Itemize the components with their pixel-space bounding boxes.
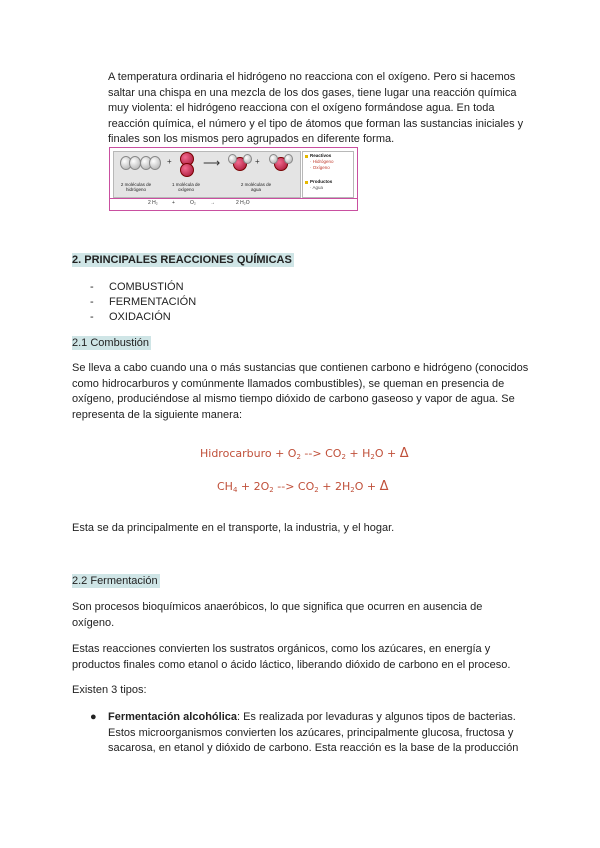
eq-part: --> CO <box>300 447 342 460</box>
formula-h2: 2 H₂ <box>148 200 158 206</box>
list-item <box>90 710 540 757</box>
formula-plus: + <box>172 200 175 206</box>
eq-subscript: 2 <box>350 486 355 494</box>
eq-part: O + <box>374 447 400 460</box>
list-item-label: COMBUSTIÓN <box>109 281 184 293</box>
caption-oxygen: 1 molécula de oxígeno <box>171 182 201 192</box>
plus-sign: + <box>255 157 260 166</box>
fermentation-type-text: : Es realizada por levaduras y algunos tipos de bacterias. Estos microorganismos convierten los azúcares, principalmente glucosa, fructosa y sacarosa, en etanol y dióxido de carbono. Esta reacción es la base de la producción <box>108 711 519 754</box>
dash-marker: - <box>90 281 94 293</box>
formula-h2o: 2 H₂O <box>236 200 250 206</box>
legend-product-water: · Agua <box>310 185 324 190</box>
fermentation-type-title: Fermentación alcohólica <box>108 711 237 723</box>
delta-symbol: Δ <box>379 479 389 494</box>
eq-subscript: 2 <box>269 486 274 494</box>
hydrogen-oxygen-reaction-figure <box>109 147 358 211</box>
dash-marker: - <box>90 311 94 323</box>
hydrogen-atom <box>243 154 252 164</box>
types-intro: Existen 3 tipos: <box>72 684 147 696</box>
eq-part: --> CO <box>273 480 315 493</box>
legend-marker-icon <box>305 155 308 158</box>
combustion-equation-methane <box>217 479 388 494</box>
hydrogen-atom <box>149 156 161 170</box>
intro-paragraph: A temperatura ordinaria el hidrógeno no reacciona con el oxígeno. Pero si hacemos saltar una chispa en una mezcla de los dos gases, tiene lugar una reacción química muy violenta: el hidrógeno reacciona con el oxígeno formándose agua. En toda reacción química, el número y el tipo de átomos que forman las sustancias iniciales y finales son los mismos pero agrupados en diferente forma. <box>108 71 524 145</box>
eq-part: Hidrocarburo + O <box>200 447 297 460</box>
delta-symbol: Δ <box>399 446 409 461</box>
legend-reactants-title: Reactivos <box>310 153 332 158</box>
eq-subscript: 2 <box>296 453 301 461</box>
fermentation-types-list <box>90 710 540 757</box>
eq-subscript: 2 <box>370 453 375 461</box>
hydrogen-atom <box>269 154 278 164</box>
caption-water: 2 moléculas de agua <box>240 182 272 192</box>
oxygen-atom <box>180 163 194 177</box>
eq-subscript: 2 <box>341 453 346 461</box>
fermentation-paragraph: Estas reacciones convierten los sustratos orgánicos, como los azúcares, en energía y productos finales como etanol o ácido láctico, liberando dióxido de carbono en el proceso. <box>72 643 511 671</box>
dash-marker: - <box>90 296 94 308</box>
eq-part: + 2O <box>237 480 270 493</box>
eq-part: O + <box>354 480 380 493</box>
formula-o2: O₂ <box>190 200 196 206</box>
combustion-uses-paragraph: Esta se da principalmente en el transporte, la industria, y el hogar. <box>72 522 395 534</box>
eq-part: CH <box>217 480 233 493</box>
caption-hydrogen: 2 moléculas de hidrógeno <box>120 182 152 192</box>
subsection-heading-fermentation: 2.2 Fermentación <box>72 575 158 587</box>
legend-reactant-hydrogen: · Hidrógeno <box>310 159 334 164</box>
legend-marker-icon <box>305 181 308 184</box>
eq-part: + 2H <box>318 480 351 493</box>
eq-subscript: 4 <box>232 486 238 494</box>
plus-sign: + <box>167 157 172 166</box>
legend-reactant-oxygen: · Oxígeno <box>310 165 330 170</box>
reaction-formula-row <box>110 198 357 210</box>
list-item-label: OXIDACIÓN <box>109 311 171 323</box>
reaction-arrow-icon: ⟶ <box>203 156 221 170</box>
section-heading-reactions: 2. PRINCIPALES REACCIONES QUÍMICAS <box>72 254 292 266</box>
subsection-heading-combustion: 2.1 Combustión <box>72 337 150 349</box>
eq-subscript: 2 <box>314 486 319 494</box>
legend-products-title: Productos <box>310 179 333 184</box>
combustion-paragraph: Se lleva a cabo cuando una o más sustancias que contienen carbono e hidrógeno (conocidos como hidrocarburos y comúnmente llamados combustibles), se queman en presencia de oxígeno, produciéndose al mismo tiempo dióxido de carbono gaseoso y vapor de agua. Se representa de la siguiente manera: <box>72 362 529 421</box>
combustion-equation-general <box>200 446 409 461</box>
hydrogen-atom <box>284 154 293 164</box>
formula-arrow: → <box>210 200 215 206</box>
reaction-legend <box>302 151 354 198</box>
eq-part: + H <box>345 447 371 460</box>
reaction-diagram <box>113 151 301 198</box>
list-item-label: FERMENTACIÓN <box>109 296 197 308</box>
fermentation-definition: Son procesos bioquímicos anaeróbicos, lo que significa que ocurren en ausencia de oxígeno. <box>72 601 483 629</box>
bullet-icon: ● <box>90 711 97 723</box>
hydrogen-atom <box>228 154 237 164</box>
